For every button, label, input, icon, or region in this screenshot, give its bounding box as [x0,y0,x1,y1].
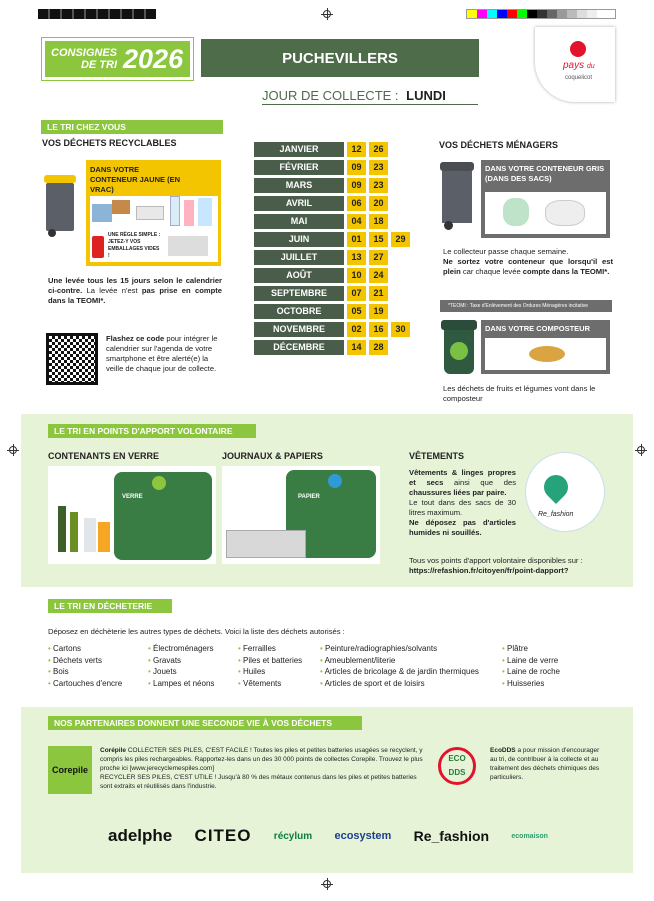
household-text [443,247,613,277]
packaging-image [90,196,218,262]
partner-logo: CITEO [194,826,252,845]
calendar-day: 02 [347,322,366,337]
gray-bin-panel [481,160,610,238]
waste-item: • Cartons [48,643,148,655]
section-home: LE TRI CHEZ VOUS [41,120,223,134]
partner-logo: adelphe [108,826,173,845]
calendar-row [254,322,424,337]
ecodds-text [490,746,606,782]
calendar-day: 23 [369,178,388,193]
corepile-name: Corépile [100,747,127,754]
glass-image [48,466,216,564]
calendar-day: 01 [347,232,366,247]
calendar-row [254,214,424,229]
waste-item: • Cartouches d'encre [48,678,148,690]
title-line-1: CONSIGNES [51,47,118,59]
waste-item: • Piles et batteries [238,655,324,667]
calendar-month: MARS [254,178,344,193]
calendar-day: 04 [347,214,366,229]
brand-word-2: du [586,63,595,70]
crop-mark-bottom [323,880,331,888]
calendar-day: 13 [347,250,366,265]
qr-text [106,334,222,374]
calendar-month: DÉCEMBRE [254,340,344,355]
levee-text-1: Une levée tous les 15 jours selon le calendrier ci-contre. [48,276,222,295]
collect-day: LUNDI [406,88,446,103]
waste-item: • Articles de bricolage & de jardin thermiques [320,666,500,678]
calendar-row [254,196,424,211]
compost-image [485,338,606,370]
dechetterie-col-2 [148,643,244,689]
qr-text-1: Flashez ce code [106,334,165,343]
crop-mark-left [9,446,17,454]
calendar-day: 29 [391,232,410,247]
levee-text [48,276,222,306]
clothes-text-4: Le tout dans des sacs de 30 litres maximum. [409,498,516,517]
calendar-day: 28 [369,340,388,355]
brand-word-3: coquelicot [565,75,593,81]
calendar-day: 16 [369,322,388,337]
composter-icon [441,320,477,376]
clothes-text-2: ainsi que des [443,478,516,487]
dechetterie-col-4 [320,643,500,689]
section-partners: NOS PARTENAIRES DONNENT UNE SECONDE VIE À VOS DÉCHETS [48,716,362,730]
waste-item: • Huiles [238,666,324,678]
crop-mark-right [637,446,645,454]
calendar-row [254,250,424,265]
teomi-note [440,300,612,312]
waste-item: • Déchets verts [48,655,148,667]
calendar-day: 12 [347,142,366,157]
commune-banner [201,39,479,77]
ecodds-logo-1: ECO [448,754,466,763]
yellow-bin-title: DANS VOTRE CONTENEUR JAUNE (EN VRAC) [90,165,181,194]
commune-name: PUCHEVILLERS [282,49,398,67]
crop-mark-top [323,10,331,18]
calendar-day: 26 [369,142,388,157]
refashion-link[interactable]: https://refashion.fr/citoyen/fr/point-dapport? [409,566,569,575]
household-text-1: Le collecteur passe chaque semaine. [443,247,569,256]
calendar-month: JUIN [254,232,344,247]
clothes-text-1: Vêtements & linges propres et secs [409,468,516,487]
poppy-icon [570,41,586,57]
calendar-day: 15 [369,232,388,247]
waste-item: • Laine de verre [502,655,602,667]
color-bar-black [38,9,156,19]
household-title: VOS DÉCHETS MÉNAGERS [439,140,559,150]
calendar-day: 30 [391,322,410,337]
clothes-text [409,468,516,538]
ecodds-logo-2: DDS [448,768,466,777]
corepile-text-2: RECYCLER SES PILES, C'EST UTILE ! Jusqu'à 80 % des métaux contenus dans les piles et petites batteries sont extraits et réutilisés dans l'industrie. [100,774,417,790]
gray-bin-title: DANS VOTRE CONTENEUR GRIS (DANS DES SACS) [485,164,605,183]
calendar-month: AOÛT [254,268,344,283]
clothes-links [409,556,609,576]
corepile-text-1: COLLECTER SES PILES, C'EST FACILE ! Toutes les piles et petites batteries usagées se recyclent, y compris les piles rechargeables. Rapportez-les dans un des 30 000 points de collectes Corepile. Trouvez le plus proche ici [www.jerecyclemespiles.com] [100,747,423,772]
partner-logo: récylum [273,830,313,842]
calendar-row [254,142,424,157]
paper-label: PAPIER [298,494,320,500]
teomi-note-text: *TEOMI : Taxe d'Enlèvement des Ordures Ménagères incitative [448,303,589,309]
ecodds-text-body: a pour mission d'encourager au tri, de contribuer à la collecte et au traitement des déchets chimiques des particuliers. [490,747,600,781]
calendar-day: 21 [369,286,388,301]
clothes-text-5: Ne déposez pas d'articles humides ni souillés. [409,518,516,537]
dechetterie-intro: Déposez en déchèterie les autres types de déchets. Voici la liste des déchets autorisés : [48,627,345,636]
calendar-day: 27 [369,250,388,265]
brand-logo [535,27,615,102]
collection-calendar [254,142,424,358]
calendar-month: NOVEMBRE [254,322,344,337]
section-dechetterie: LE TRI EN DÉCHETERIE [48,599,172,613]
calendar-day: 09 [347,178,366,193]
waste-item: • Lampes et néons [148,678,244,690]
calendar-day: 18 [369,214,388,229]
composter-title: DANS VOTRE COMPOSTEUR [485,324,591,333]
calendar-month: SEPTEMBRE [254,286,344,301]
gray-bin-icon [438,162,476,230]
section-voluntary: LE TRI EN POINTS D'APPORT VOLONTAIRE [48,424,256,438]
trash-bags-image [485,192,606,234]
waste-item: • Gravats [148,655,244,667]
collect-label: JOUR DE COLLECTE : [262,88,399,103]
glass-label: VERRE [122,494,143,500]
collect-underline [262,104,478,105]
calendar-month: JANVIER [254,142,344,157]
calendar-day: 05 [347,304,366,319]
refashion-badge [525,452,605,532]
calendar-row [254,178,424,193]
collect-day-line [262,88,446,103]
levee-text-3: pas prise en compte dans la TEOMI*. [48,286,222,305]
rule-note: UNE RÈGLE SIMPLE : JETEZ-Y VOS EMBALLAGES VIDES ! [108,232,161,259]
recyclables-title: VOS DÉCHETS RECYCLABLES [42,138,177,148]
calendar-month: AVRIL [254,196,344,211]
paper-title: JOURNAUX & PAPIERS [222,451,323,461]
composter-text: Les déchets de fruits et légumes vont dans le composteur [443,384,596,403]
clothes-text-6: Tous vos points d'apport volontaire disponibles sur : [409,556,583,565]
ecodds-logo [438,747,476,785]
brand-word-1: pays [563,60,585,71]
waste-item: • Plâtre [502,643,602,655]
calendar-month: OCTOBRE [254,304,344,319]
household-text-3: car chaque levée [460,267,523,276]
corepile-logo [48,746,92,794]
glass-title: CONTENANTS EN VERRE [48,451,160,461]
partner-logo: ecomaison [511,832,548,840]
title-badge [42,38,193,80]
color-bar-colors [466,9,616,19]
yellow-bin-panel [86,160,221,266]
dechetterie-col-3 [238,643,324,689]
partner-logo: ecosystem [334,830,392,842]
refashion-badge-label: Re_fashion [538,511,574,518]
calendar-day: 09 [347,160,366,175]
calendar-row [254,286,424,301]
calendar-row [254,160,424,175]
household-text-2: Ne sortez votre conteneur que lorsqu'il est plein [443,257,613,276]
calendar-day: 14 [347,340,366,355]
calendar-row [254,232,424,247]
waste-item: • Jouets [148,666,244,678]
composter-panel [481,320,610,374]
calendar-row [254,268,424,283]
household-text-4: compte dans la TEOMI*. [522,267,610,276]
yellow-bin-icon [42,175,78,237]
calendar-row [254,340,424,355]
qr-text-2: pour intégrer le calendrier sur l'agenda de votre smartphone et être alerté(e) la veille de chaque jour de collecte. [106,334,218,373]
partner-logo: Re_fashion [413,828,490,844]
paper-image [222,466,380,564]
waste-item: • Articles de sport et de loisirs [320,678,500,690]
calendar-day: 10 [347,268,366,283]
calendar-month: MAI [254,214,344,229]
year: 2026 [123,43,184,74]
qr-code[interactable] [46,333,98,385]
partner-logos [108,814,548,858]
calendar-day: 07 [347,286,366,301]
calendar-day: 06 [347,196,366,211]
calendar-row [254,304,424,319]
waste-item: • Ferrailles [238,643,324,655]
calendar-month: FÉVRIER [254,160,344,175]
calendar-day: 23 [369,160,388,175]
waste-item: • Huisseries [502,678,602,690]
corepile-text [100,746,426,791]
dechetterie-col-1 [48,643,148,689]
clothes-title: VÊTEMENTS [409,451,465,461]
corepile-logo-text: Corepile [51,765,88,775]
waste-item: • Électroménagers [148,643,244,655]
calendar-day: 24 [369,268,388,283]
title-line-2: DE TRI [80,59,118,71]
waste-item: • Vêtements [238,678,324,690]
dechetterie-col-5 [502,643,602,689]
waste-item: • Bois [48,666,148,678]
calendar-day: 19 [369,304,388,319]
ecodds-name: EcoDDS [490,747,516,754]
waste-item: • Peinture/radiographies/solvants [320,643,500,655]
levee-text-2: La levée n'est [82,286,142,295]
clothes-text-3: chaussures liées par paire. [409,488,507,497]
waste-item: • Laine de roche [502,666,602,678]
calendar-month: JUILLET [254,250,344,265]
calendar-day: 20 [369,196,388,211]
waste-item: • Ameublement/literie [320,655,500,667]
refashion-pin-icon [539,470,573,504]
